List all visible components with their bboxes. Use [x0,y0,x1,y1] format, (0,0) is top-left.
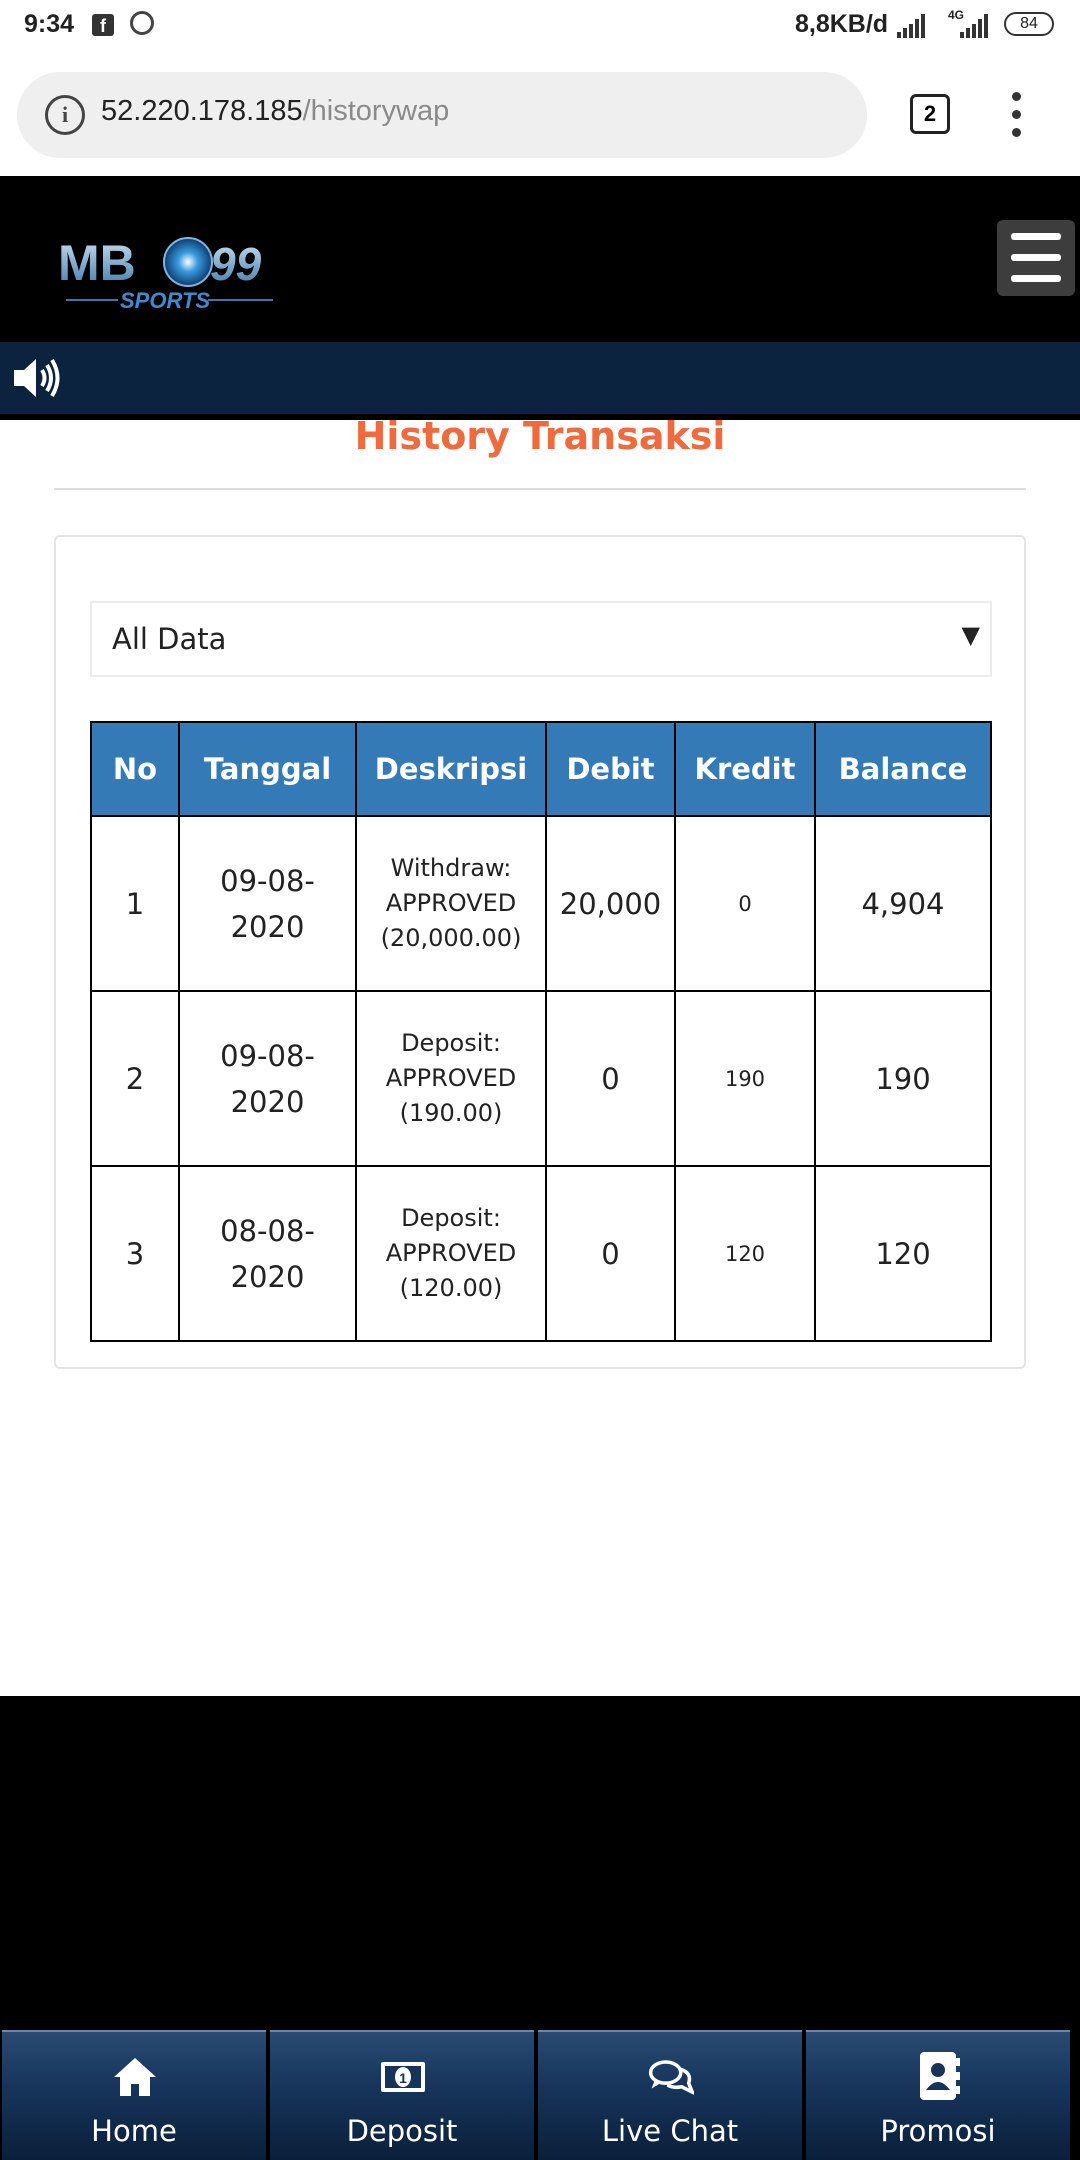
filter-select[interactable] [90,601,992,677]
cell-desc-line3: (190.00) [399,1099,503,1127]
column-header-kredit: Kredit [675,722,815,816]
table-header-row [91,722,991,816]
cell-debit: 0 [546,991,675,1166]
cell-date-line2: 2020 [230,1259,305,1294]
browser-toolbar [0,52,1080,176]
url-path: /historywap [302,95,450,127]
cell-desc-line2: APPROVED [385,889,517,917]
more-options-icon[interactable] [1010,92,1022,138]
cell-desc-line1: Withdraw: [390,854,512,882]
cell-no: 1 [91,816,179,991]
svg-text:99: 99 [210,238,262,290]
mbo99-logo[interactable] [58,234,288,314]
cell-desc-line1: Deposit: [401,1204,501,1232]
cell-description [356,816,546,991]
cell-date-line2: 2020 [230,909,305,944]
cell-date-line1: 08-08- [220,1213,315,1248]
signal-icon [897,12,927,38]
cell-balance: 190 [815,991,991,1166]
url-host: 52.220.178.185 [101,95,303,127]
signal-icon-2 [960,12,990,38]
whatsapp-icon [130,11,154,35]
chat-icon [648,2056,694,2098]
announcement-bar [0,342,1080,414]
status-time: 9:34 [24,10,75,38]
svg-text:1: 1 [399,2070,407,2086]
chevron-down-icon: ▼ [961,621,980,649]
svg-text:SPORTS: SPORTS [120,288,211,313]
home-icon [112,2056,158,2098]
svg-text:MB: MB [58,235,136,291]
column-header-balance: Balance [815,722,991,816]
history-table [90,721,992,1342]
column-header-no: No [91,722,179,816]
status-bar [0,0,1080,52]
speaker-icon[interactable] [12,355,62,401]
table-row [91,991,991,1166]
cell-kredit: 120 [675,1166,815,1341]
cell-date-line2: 2020 [230,1084,305,1119]
cell-kredit: 190 [675,991,815,1166]
cell-no: 3 [91,1166,179,1341]
cell-date [179,991,356,1166]
nav-deposit-label: Deposit [346,2114,458,2148]
network-type: 4G [948,8,965,22]
nav-promosi-label: Promosi [880,2114,996,2148]
cell-balance: 120 [815,1166,991,1341]
nav-promosi[interactable] [806,2030,1070,2160]
cell-balance: 4,904 [815,816,991,991]
cell-desc-line3: (120.00) [399,1274,503,1302]
bottom-navigation [0,2024,1080,2160]
cell-description [356,991,546,1166]
tab-switcher-button[interactable]: 2 [910,94,950,134]
column-header-tanggal: Tanggal [179,722,356,816]
history-card [54,535,1026,1369]
network-speed: 8,8KB/d [795,10,889,38]
cell-description [356,1166,546,1341]
money-icon [380,2056,426,2098]
column-header-deskripsi: Deskripsi [356,722,546,816]
cell-desc-line2: APPROVED [385,1239,517,1267]
cell-date-line1: 09-08- [220,863,315,898]
cell-desc-line3: (20,000.00) [380,924,522,952]
contact-book-icon [916,2050,962,2102]
column-header-debit: Debit [546,722,675,816]
table-row [91,1166,991,1341]
url-text[interactable] [101,95,449,128]
nav-home-label: Home [91,2114,177,2148]
facebook-icon: f [92,14,114,36]
cell-desc-line2: APPROVED [385,1064,517,1092]
battery-icon: 84 [1004,12,1054,36]
main-content [0,414,1080,1696]
address-bar[interactable] [17,72,867,158]
nav-live-chat-label: Live Chat [601,2114,739,2148]
cell-date [179,816,356,991]
filter-selected-value: All Data [112,622,227,656]
site-header [0,176,1080,342]
table-row [91,816,991,991]
nav-live-chat[interactable] [538,2030,802,2160]
page-title: History Transaksi [354,414,726,458]
cell-date [179,1166,356,1341]
cell-date-line1: 09-08- [220,1038,315,1073]
hamburger-menu-icon[interactable] [997,220,1075,296]
title-divider [54,488,1026,490]
nav-deposit[interactable] [270,2030,534,2160]
cell-kredit: 0 [675,816,815,991]
cell-desc-line1: Deposit: [401,1029,501,1057]
nav-home[interactable] [2,2030,266,2160]
info-icon[interactable]: i [45,95,85,135]
cell-debit: 20,000 [546,816,675,991]
cell-no: 2 [91,991,179,1166]
cell-debit: 0 [546,1166,675,1341]
